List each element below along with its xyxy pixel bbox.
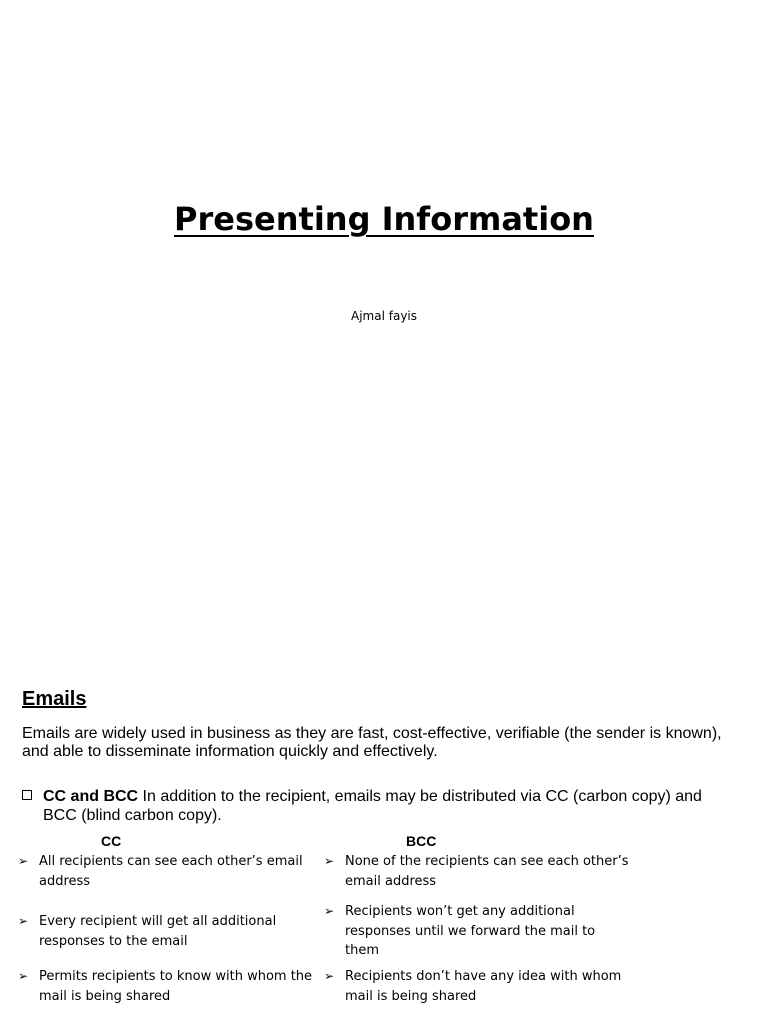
cc-bcc-description: In addition to the recipient, emails may be distributed via CC (carbon copy) and BCC (blind carbon copy). bbox=[43, 788, 702, 824]
intro-paragraph: Emails are widely used in business as they are fast, cost-effective, verifiable (the sender is known), and able to disseminate information quickly and effectively. bbox=[22, 725, 722, 760]
cc-list-item bbox=[18, 967, 318, 1006]
checkbox-bullet-icon bbox=[22, 790, 32, 800]
cc-item-text: Permits recipients to know with whom the mail is being shared bbox=[39, 969, 313, 1004]
arrow-bullet-icon: ➢ bbox=[324, 969, 335, 983]
bcc-list-item bbox=[324, 902, 614, 961]
arrow-bullet-icon: ➢ bbox=[324, 854, 335, 868]
bcc-item-text: Recipients won’t get any additional responses until we forward the mail to them bbox=[345, 904, 596, 958]
cc-list-item bbox=[18, 852, 318, 891]
arrow-bullet-icon: ➢ bbox=[18, 969, 29, 983]
cc-item-text: All recipients can see each other’s email address bbox=[39, 854, 303, 889]
bcc-item-text: None of the recipients can see each other’s email address bbox=[345, 854, 629, 889]
cc-bcc-label: CC and BCC bbox=[43, 788, 139, 805]
cc-column-heading: CC bbox=[101, 833, 122, 849]
arrow-bullet-icon: ➢ bbox=[18, 914, 29, 928]
bcc-list-item bbox=[324, 852, 634, 891]
bcc-list-item bbox=[324, 967, 634, 1006]
arrow-bullet-icon: ➢ bbox=[324, 904, 335, 918]
section-heading: Emails bbox=[22, 688, 87, 710]
bcc-item-text: Recipients don’t have any idea with whom mail is being shared bbox=[345, 969, 622, 1004]
slide-title bbox=[0, 200, 768, 238]
arrow-bullet-icon: ➢ bbox=[18, 854, 29, 868]
slide-title-text: Presenting Information bbox=[174, 200, 594, 238]
bcc-column-heading: BCC bbox=[406, 833, 437, 849]
cc-bcc-text bbox=[43, 787, 732, 825]
cc-list-item bbox=[18, 912, 318, 951]
cc-item-text: Every recipient will get all additional responses to the email bbox=[39, 914, 277, 949]
author-name: Ajmal fayis bbox=[351, 309, 417, 323]
cc-bcc-point bbox=[22, 787, 732, 825]
